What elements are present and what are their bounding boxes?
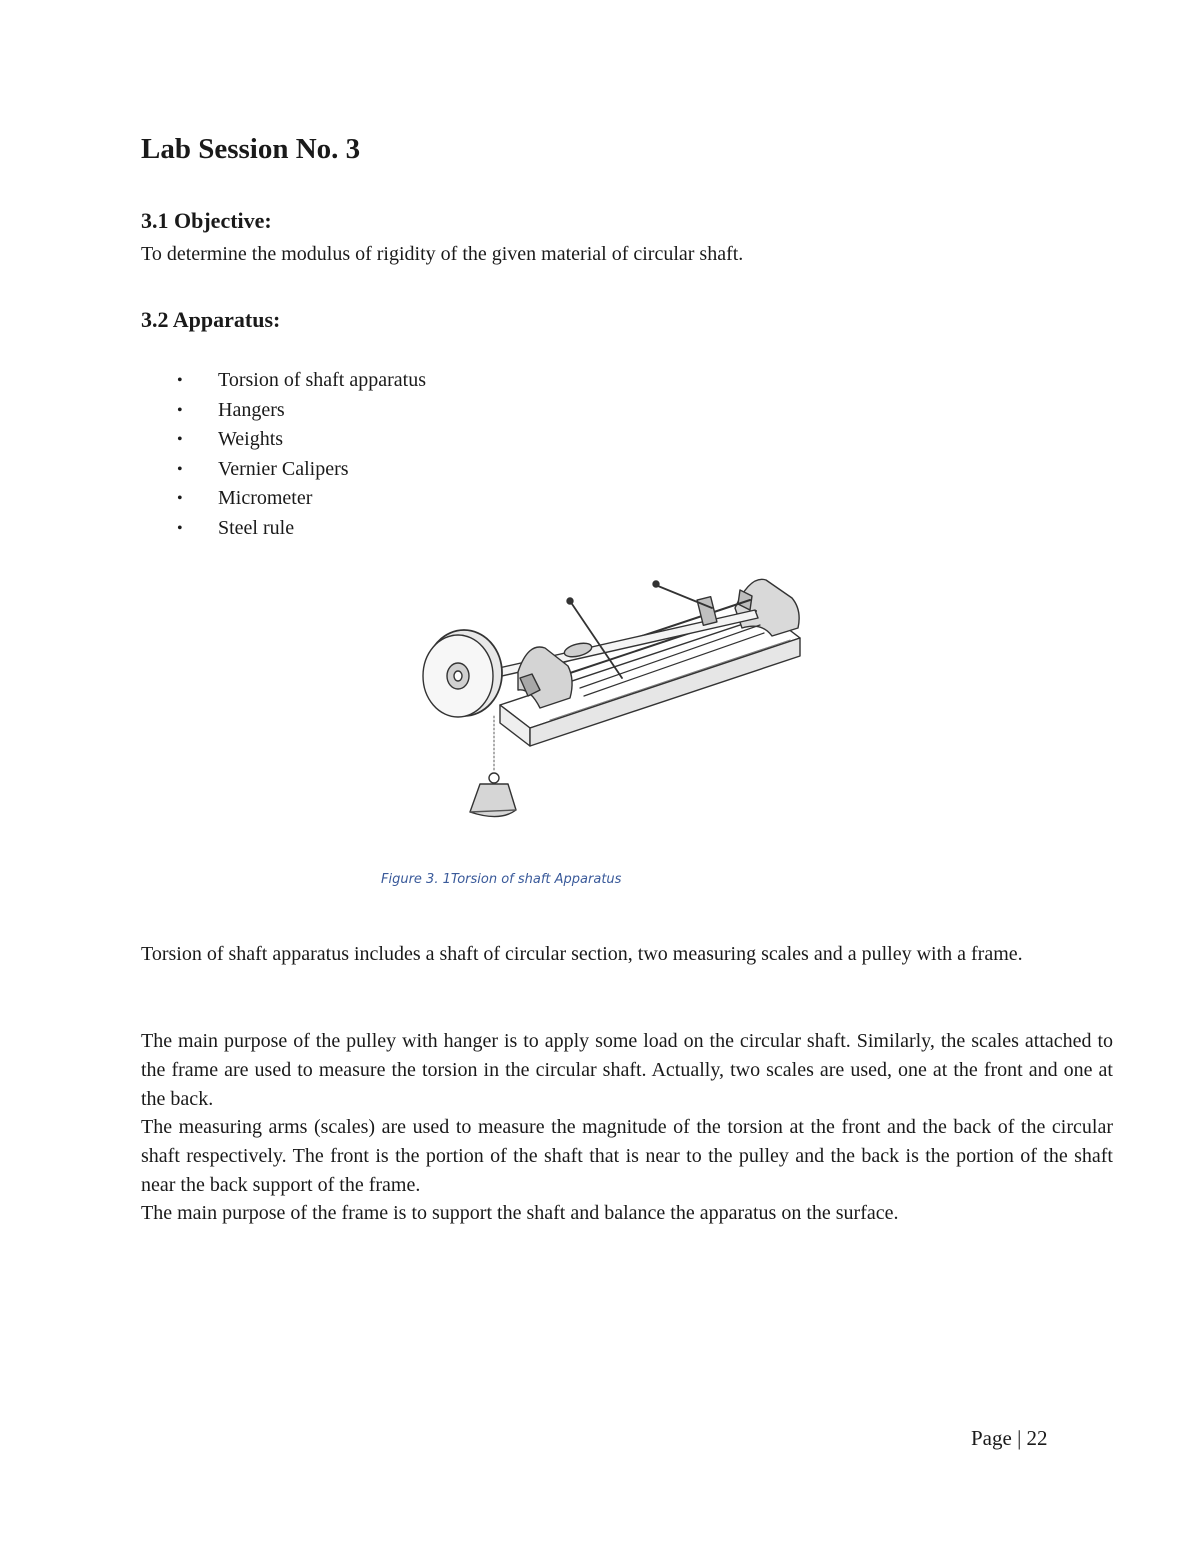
paragraph-2: The main purpose of the pulley with hanger is to apply some load on the circular shaft. Similarly, the scales attached to the frame are used to measure the torsion in the circular shaft. Actually, two scales are used, one at the front and one at the back. — [141, 1030, 1113, 1110]
apparatus-item-label: Hangers — [218, 398, 285, 421]
bullet-icon: • — [177, 490, 183, 508]
list-item — [141, 425, 426, 455]
apparatus-item-label: Vernier Calipers — [218, 457, 349, 480]
list-item — [141, 514, 426, 544]
torsion-apparatus-figure — [400, 570, 820, 840]
apparatus-list — [141, 366, 426, 544]
bullet-icon: • — [177, 401, 183, 419]
bullet-icon: • — [177, 431, 183, 449]
paragraph-3: The measuring arms (scales) are used to measure the magnitude of the torsion at the front and the back of the circular shaft respectively. The front is the portion of the shaft that is near to the pulley and the back is the portion of the shaft near the back support of the frame. — [141, 1116, 1113, 1196]
list-item — [141, 396, 426, 426]
bullet-icon: • — [177, 372, 183, 389]
page-title: Lab Session No. 3 — [141, 133, 361, 165]
apparatus-item-label: Micrometer — [218, 487, 313, 510]
hanger-weight — [470, 716, 516, 817]
figure-caption: Figure 3. 1Torsion of shaft Apparatus — [381, 872, 622, 887]
apparatus-heading: 3.2 Apparatus: — [141, 307, 281, 332]
apparatus-item-label: Torsion of shaft apparatus — [218, 369, 426, 391]
objective-text: To determine the modulus of rigidity of the given material of circular shaft. — [141, 243, 744, 265]
list-item — [141, 366, 426, 396]
bullet-icon: • — [177, 460, 183, 478]
objective-heading: 3.1 Objective: — [141, 208, 272, 233]
apparatus-item-label: Weights — [218, 428, 284, 451]
paragraph-1: Torsion of shaft apparatus includes a shaft of circular section, two measuring scales and a pulley with a frame. — [141, 943, 1023, 965]
pulley — [423, 630, 502, 717]
page-number: Page | 22 — [971, 1426, 1048, 1450]
back-support — [735, 579, 799, 636]
list-item — [141, 484, 426, 514]
list-item — [141, 455, 426, 485]
paragraph-4: The main purpose of the frame is to support the shaft and balance the apparatus on the surface. — [141, 1202, 899, 1224]
apparatus-item-label: Steel rule — [218, 516, 295, 539]
bullet-icon: • — [177, 519, 183, 537]
